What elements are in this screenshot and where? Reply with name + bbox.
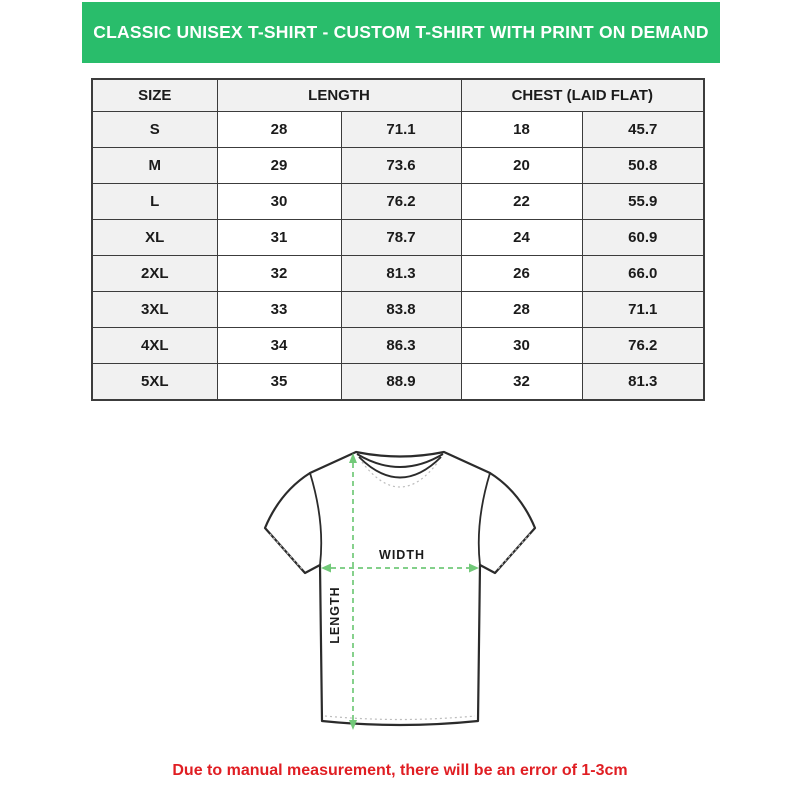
size-cell: XL xyxy=(92,220,217,256)
length-cm-cell: 76.2 xyxy=(341,184,461,220)
chest-in-cell: 20 xyxy=(461,148,582,184)
table-row xyxy=(92,364,704,401)
chest-in-cell: 22 xyxy=(461,184,582,220)
size-cell: L xyxy=(92,184,217,220)
chest-cm-cell: 55.9 xyxy=(582,184,704,220)
chest-in-cell: 18 xyxy=(461,112,582,148)
length-in-cell: 33 xyxy=(217,292,341,328)
chest-cm-cell: 81.3 xyxy=(582,364,704,401)
length-in-cell: 30 xyxy=(217,184,341,220)
chest-cm-cell: 66.0 xyxy=(582,256,704,292)
header-chest: CHEST (LAID FLAT) xyxy=(461,79,704,112)
chest-cm-cell: 45.7 xyxy=(582,112,704,148)
length-cm-cell: 88.9 xyxy=(341,364,461,401)
size-cell: 3XL xyxy=(92,292,217,328)
chest-in-cell: 28 xyxy=(461,292,582,328)
table-header-row xyxy=(92,79,704,112)
chest-cm-cell: 50.8 xyxy=(582,148,704,184)
table-row xyxy=(92,292,704,328)
table-row xyxy=(92,256,704,292)
chest-cm-cell: 76.2 xyxy=(582,328,704,364)
chest-in-cell: 30 xyxy=(461,328,582,364)
table-row xyxy=(92,184,704,220)
header-size: SIZE xyxy=(92,79,217,112)
size-cell: S xyxy=(92,112,217,148)
chest-in-cell: 26 xyxy=(461,256,582,292)
size-cell: 2XL xyxy=(92,256,217,292)
chest-in-cell: 24 xyxy=(461,220,582,256)
table-row xyxy=(92,328,704,364)
width-label: WIDTH xyxy=(379,548,425,562)
page-title: CLASSIC UNISEX T-SHIRT - CUSTOM T-SHIRT WITH PRINT ON DEMAND xyxy=(93,22,709,42)
length-in-cell: 35 xyxy=(217,364,341,401)
size-cell: 5XL xyxy=(92,364,217,401)
length-in-cell: 32 xyxy=(217,256,341,292)
length-in-cell: 31 xyxy=(217,220,341,256)
length-cm-cell: 81.3 xyxy=(341,256,461,292)
table-row xyxy=(92,148,704,184)
length-in-cell: 34 xyxy=(217,328,341,364)
tshirt-diagram xyxy=(250,430,550,750)
length-cm-cell: 86.3 xyxy=(341,328,461,364)
table-row xyxy=(92,112,704,148)
length-cm-cell: 73.6 xyxy=(341,148,461,184)
length-cm-cell: 71.1 xyxy=(341,112,461,148)
chest-in-cell: 32 xyxy=(461,364,582,401)
length-cm-cell: 78.7 xyxy=(341,220,461,256)
size-cell: M xyxy=(92,148,217,184)
header-length: LENGTH xyxy=(217,79,461,112)
chest-cm-cell: 71.1 xyxy=(582,292,704,328)
length-in-cell: 28 xyxy=(217,112,341,148)
length-in-cell: 29 xyxy=(217,148,341,184)
table-row xyxy=(92,220,704,256)
size-table xyxy=(91,78,705,401)
length-cm-cell: 83.8 xyxy=(341,292,461,328)
size-cell: 4XL xyxy=(92,328,217,364)
tshirt-outline-icon xyxy=(265,452,535,725)
chest-cm-cell: 60.9 xyxy=(582,220,704,256)
title-banner xyxy=(82,2,720,63)
measurement-error-note: Due to manual measurement, there will be an error of 1-3cm xyxy=(172,762,628,779)
length-label: LENGTH xyxy=(328,586,342,644)
